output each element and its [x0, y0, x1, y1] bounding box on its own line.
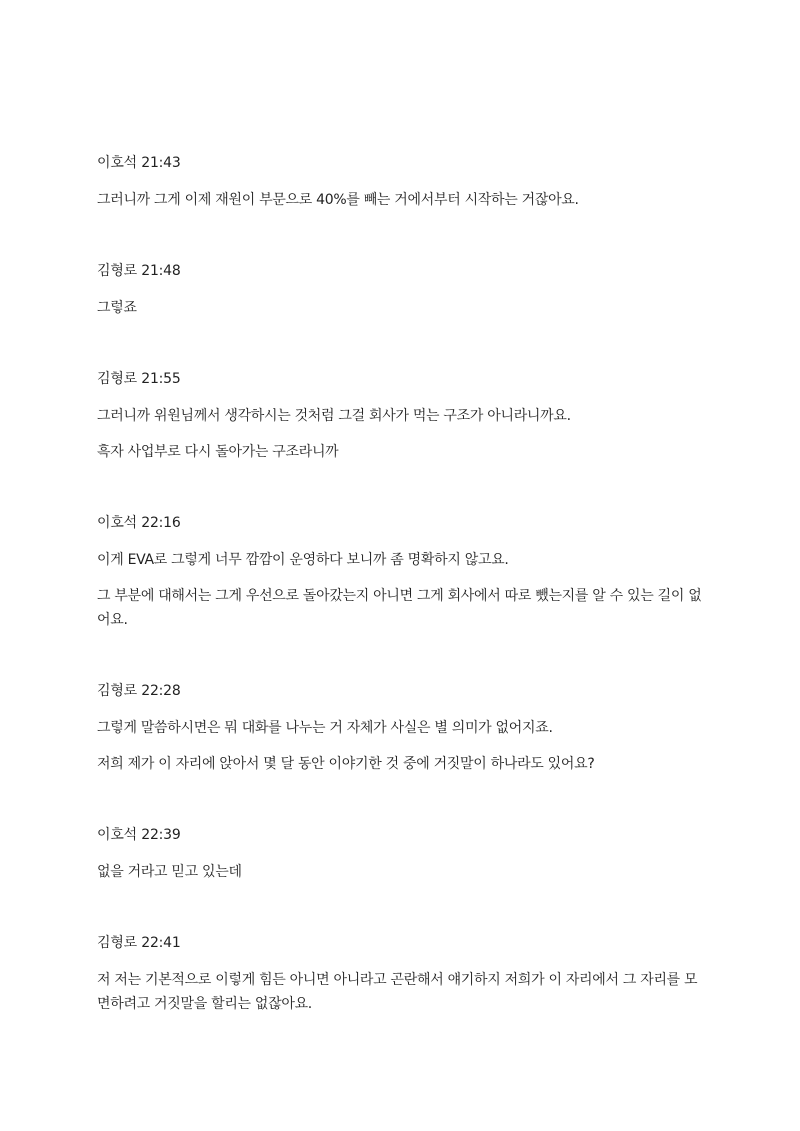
speaker-timestamp [97, 368, 707, 390]
utterance-paragraph: 저 저는 기본적으로 이렇게 힘든 아니면 아니라고 곤란해서 얘기하지 저희가 이 자리에서 그 자리를 모면하려고 거짓말을 할리는 없잖아요. [97, 972, 698, 1012]
transcript-document [97, 152, 707, 1028]
speaker-name: 김형로 [97, 371, 137, 387]
utterance-paragraph: 그러니까 그게 이제 재원이 부문으로 40%를 빼는 거에서부터 시작하는 거잖아요. [97, 192, 579, 208]
entry-spacer [97, 788, 707, 824]
speaker-name: 이호석 [97, 827, 137, 843]
speaker-timestamp [97, 152, 707, 174]
entry-spacer [97, 224, 707, 260]
timestamp: 22:28 [141, 683, 181, 699]
timestamp: 22:41 [141, 935, 181, 951]
speaker-timestamp [97, 824, 707, 846]
transcript-entry [97, 152, 707, 212]
utterance-paragraph: 그 부분에 대해서는 그게 우선으로 돌아갔는지 아니면 그게 회사에서 따로 뺐는지를 알 수 있는 길이 없어요. [97, 588, 702, 628]
speaker-timestamp [97, 260, 707, 282]
timestamp: 22:39 [141, 827, 181, 843]
speaker-name: 이호석 [97, 155, 137, 171]
utterance-paragraph: 그렇죠 [97, 300, 137, 316]
timestamp: 21:48 [141, 263, 181, 279]
entry-spacer [97, 476, 707, 512]
speaker-name: 김형로 [97, 935, 137, 951]
speaker-timestamp [97, 932, 707, 954]
entry-spacer [97, 896, 707, 932]
speaker-timestamp [97, 512, 707, 534]
utterance-paragraph: 이게 EVA로 그렇게 너무 깜깜이 운영하다 보니까 좀 명확하지 않고요. [97, 552, 509, 568]
transcript-entry [97, 368, 707, 464]
speaker-timestamp [97, 680, 707, 702]
entry-spacer [97, 644, 707, 680]
utterance-paragraph: 그러니까 위원님께서 생각하시는 것처럼 그걸 회사가 먹는 구조가 아니라니까요. [97, 408, 571, 424]
utterance-paragraph: 저희 제가 이 자리에 앉아서 몇 달 동안 이야기한 것 중에 거짓말이 하나라도 있어요? [97, 756, 595, 772]
timestamp: 22:16 [141, 515, 181, 531]
transcript-entry [97, 824, 707, 884]
entry-spacer [97, 332, 707, 368]
utterance-paragraph: 없을 거라고 믿고 있는데 [97, 864, 242, 880]
utterance-paragraph: 그렇게 말씀하시면은 뭐 대화를 나누는 거 자체가 사실은 별 의미가 없어지죠. [97, 720, 553, 736]
speaker-name: 김형로 [97, 683, 137, 699]
utterance-paragraph: 흑자 사업부로 다시 돌아가는 구조라니까 [97, 444, 339, 460]
transcript-entry [97, 680, 707, 776]
timestamp: 21:43 [141, 155, 181, 171]
speaker-name: 김형로 [97, 263, 137, 279]
transcript-entry [97, 260, 707, 320]
speaker-name: 이호석 [97, 515, 137, 531]
timestamp: 21:55 [141, 371, 181, 387]
transcript-entry [97, 512, 707, 632]
transcript-entry [97, 932, 707, 1016]
